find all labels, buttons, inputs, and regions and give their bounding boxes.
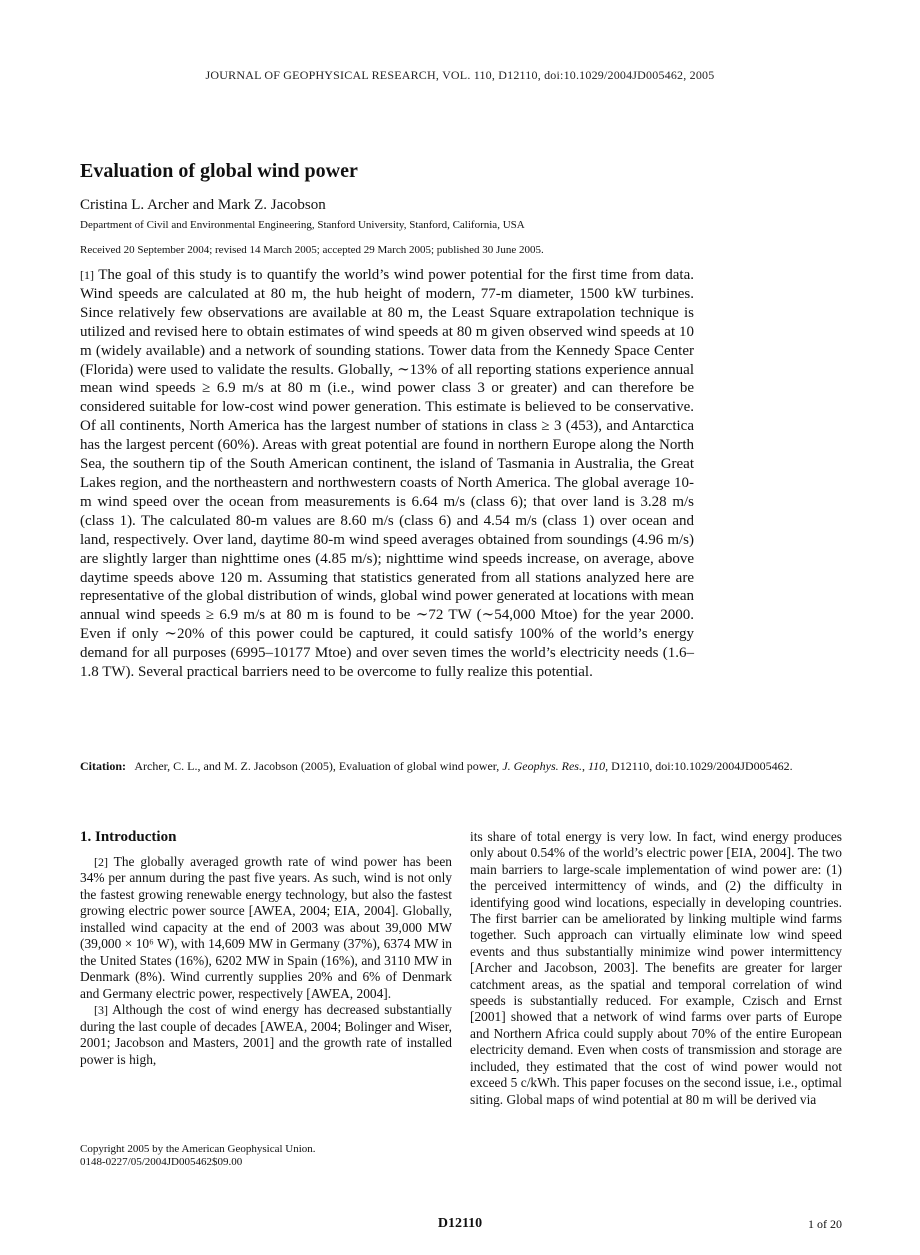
received-dates: Received 20 September 2004; revised 14 March 2005; accepted 29 March 2005; published 30 June 2005. — [80, 244, 544, 256]
citation: Citation: Archer, C. L., and M. Z. Jacobson (2005), Evaluation of global wind power, J. Geophys. Res., 110, D12110, doi:10.1029/2004JD005462. — [80, 759, 793, 773]
left-column — [80, 829, 452, 1068]
citation-authors: Archer, C. L., and M. Z. Jacobson (2005), Evaluation of global wind power, — [134, 759, 500, 773]
paragraph-2 — [80, 854, 452, 1003]
copyright-line: Copyright 2005 by the American Geophysical Union. — [80, 1143, 316, 1155]
paragraph-3-text: Although the cost of wind energy has decreased substantially during the last couple of decades [AWEA, 2004; Bolinger and Wiser, 2001; Jacobson and Masters, 2001] and the growth rate of installed power is high, — [80, 1002, 452, 1067]
article-authors: Cristina L. Archer and Mark Z. Jacobson — [80, 197, 326, 213]
abstract-text: The goal of this study is to quantify the world’s wind power potential for the first time from data. Wind speeds are calculated at 80 m, the hub height of modern, 77-m diameter, 1500 kW turbines. Since relatively few observations are available at 80 m, the Least Square extrapolation technique is utilized and revised here to obtain estimates of wind speeds at 80 m given observed wind speeds at 10 m (widely available) and a network of sounding stations. Tower data from the Kennedy Space Center (Florida) were used to validate the results. Globally, ∼13% of all reporting stations experience annual mean wind speeds ≥ 6.9 m/s at 80 m (i.e., wind power class 3 or greater) and can therefore be considered suitable for low-cost wind power generation. This estimate is believed to be conservative. Of all continents, North America has the largest number of stations in class ≥ 3 (453), and Antarctica has the largest percent (60%). Areas with great potential are found in northern Europe along the North Sea, the southern tip of the South American continent, the island of Tasmania in Australia, the Great Lakes region, and the northeastern and northwestern coasts of North America. The global average 10-m wind speed over the ocean from measurements is 6.64 m/s (class 6); that over land is 3.28 m/s (class 1). The calculated 80-m values are 8.60 m/s (class 6) and 4.54 m/s (class 1) over ocean and land, respectively. Over land, daytime 80-m wind speed averages obtained from soundings (4.96 m/s) are slightly larger than nighttime ones (4.85 m/s); nighttime wind speeds increase, on average, above daytime speeds above 120 m. Assuming that statistics generated from all stations analyzed here are representative of the global distribution of winds, global wind power generated at locations with mean annual wind speeds ≥ 6.9 m/s at 80 m is found to be ∼72 TW (∼54,000 Mtoe) for the year 2000. Even if only ∼20% of this power could be captured, it could satisfy 100% of the world’s energy demand for all purposes (6995–10177 Mtoe) and over seven times the world’s electricity needs (1.6–1.8 TW). Several practical barriers need to be overcome to fully realize this potential. — [80, 267, 694, 681]
paragraph-number: [2] — [94, 854, 108, 869]
article-code: D12110 — [437, 1216, 483, 1231]
paragraph-3 — [80, 1002, 452, 1068]
copyright-notice — [80, 1143, 316, 1169]
paragraph-number: [3] — [94, 1003, 108, 1017]
issn-line: 0148-0227/05/2004JD005462$09.00 — [80, 1156, 243, 1168]
paragraph-3-continued: its share of total energy is very low. In fact, wind energy produces only about 0.54% of the world’s electric power [EIA, 2004]. The two main barriers to large-scale implementation of wind power are: (1) the perceived intermittency of winds, and (2) the difficulty in identifying good wind locations, especially in developing countries. The first barrier can be ameliorated by linking multiple wind farms together. Such approach can virtually eliminate low wind speed events and thus substantially minimize wind power intermittency [Archer and Jacobson, 2003]. The benefits are greater for larger catchment areas, as the spatial and temporal correlation of wind speeds is substantially reduced. For example, Czisch and Ernst [2001] showed that a network of wind farms over parts of Europe and Northern Africa could supply about 70% of the entire European electricity demand. Even when costs of transmission and storage are included, they estimated that the cost of wind power would not exceed 5 c/kWh. This paper focuses on the second issue, i.e., optimal siting. Global maps of wind potential at 80 m will be derived via — [470, 829, 842, 1107]
citation-rest: , D12110, doi:10.1029/2004JD005462. — [605, 759, 793, 773]
citation-volume: 110 — [587, 759, 606, 773]
right-column — [470, 829, 842, 1108]
paragraph-number: [1] — [80, 268, 94, 282]
section-heading: 1. Introduction — [80, 829, 177, 845]
abstract — [80, 266, 694, 682]
article-title: Evaluation of global wind power — [80, 160, 358, 182]
citation-label: Citation: — [80, 759, 126, 773]
page-number: 1 of 20 — [808, 1217, 842, 1231]
author-affiliation: Department of Civil and Environmental Engineering, Stanford University, Stanford, California, USA — [80, 219, 525, 231]
paragraph-2-text: The globally averaged growth rate of wind power has been 34% per annum during the past five years. As such, wind is not only the fastest growing renewable energy technology, but also the fastest growing electric power source [AWEA, 2004; EIA, 2004]. Globally, installed wind capacity at the end of 2003 was about 39,000 MW (39,000 × 10⁶ W), with 14,609 MW in Germany (37%), 6374 MW in the United States (16%), 6202 MW in Spain (16%), and 3110 MW in Denmark (8%). Wind currently supplies 20% and 6% of Denmark and Germany electric power, respectively [AWEA, 2004]. — [80, 853, 453, 1001]
citation-journal: J. Geophys. Res. — [502, 759, 582, 773]
running-header: JOURNAL OF GEOPHYSICAL RESEARCH, VOL. 110, D12110, doi:10.1029/2004JD005462, 2005 — [205, 68, 715, 82]
